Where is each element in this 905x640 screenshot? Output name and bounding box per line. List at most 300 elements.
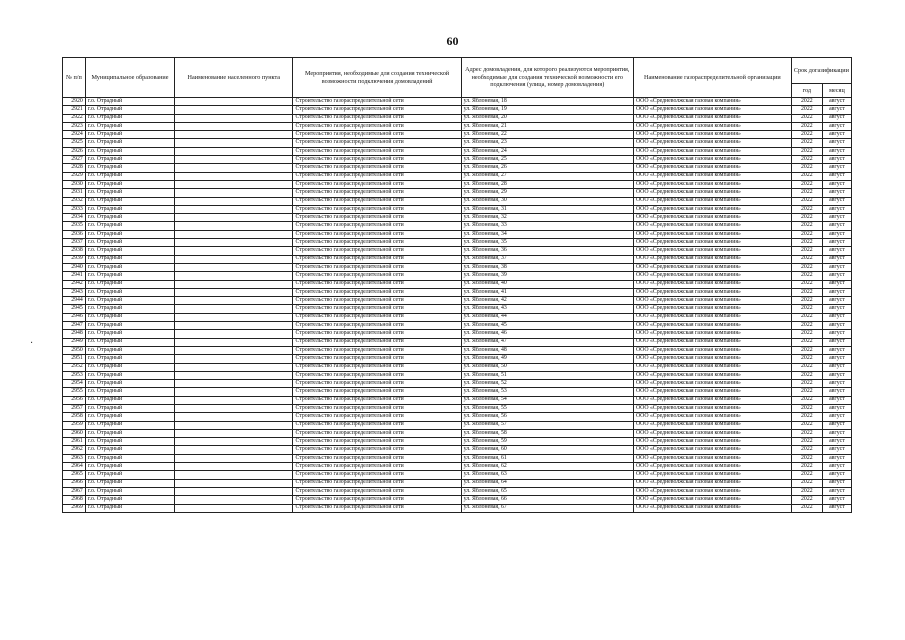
address-house-number: 44 (501, 313, 507, 320)
row-municipality: г.о. Отрадный (85, 496, 174, 504)
row-settlement (175, 496, 293, 504)
row-address: ул. Яблоневая, 45 (461, 322, 633, 330)
row-number: 2951 (63, 355, 86, 363)
row-measure: Строительство газораспределительной сети (293, 454, 461, 462)
row-settlement (175, 247, 293, 255)
row-year: 2022 (791, 139, 822, 147)
row-year: 2022 (791, 230, 822, 238)
address-house-number: 47 (501, 338, 507, 345)
row-organization: ООО «Средневолжская газовая компания» (633, 230, 791, 238)
row-month: август (822, 114, 851, 122)
row-measure: Строительство газораспределительной сети (293, 504, 461, 512)
row-year: 2022 (791, 280, 822, 288)
row-settlement (175, 322, 293, 330)
row-number: 2960 (63, 429, 86, 437)
row-settlement (175, 122, 293, 130)
row-address: ул. Яблоневая, 61 (461, 454, 633, 462)
address-street: ул. Яблоневая (463, 114, 499, 121)
table-row (63, 338, 852, 346)
row-settlement (175, 222, 293, 230)
header-org: Наименование газораспределительной организации (633, 58, 791, 98)
address-street: ул. Яблоневая (463, 363, 499, 370)
row-measure: Строительство газораспределительной сети (293, 371, 461, 379)
row-organization: ООО «Средневолжская газовая компания» (633, 446, 791, 454)
row-month: август (822, 139, 851, 147)
row-measure: Строительство газораспределительной сети (293, 214, 461, 222)
table-row (63, 388, 852, 396)
row-measure: Строительство газораспределительной сети (293, 139, 461, 147)
row-year: 2022 (791, 479, 822, 487)
table-row (63, 272, 852, 280)
address-house-number: 32 (501, 213, 507, 220)
row-number: 2952 (63, 363, 86, 371)
row-number: 2937 (63, 239, 86, 247)
table-row (63, 197, 852, 205)
address-house-number: 65 (501, 487, 507, 494)
row-address: ул. Яблоневая, 39 (461, 272, 633, 280)
row-month: август (822, 305, 851, 313)
table-row (63, 330, 852, 338)
row-organization: ООО «Средневолжская газовая компания» (633, 131, 791, 139)
table-row (63, 313, 852, 321)
row-month: август (822, 122, 851, 130)
row-measure: Строительство газораспределительной сети (293, 263, 461, 271)
address-house-number: 41 (501, 288, 507, 295)
row-organization: ООО «Средневолжская газовая компания» (633, 255, 791, 263)
table-row (63, 355, 852, 363)
row-municipality: г.о. Отрадный (85, 255, 174, 263)
row-year: 2022 (791, 114, 822, 122)
row-number: 2958 (63, 413, 86, 421)
row-number: 2946 (63, 313, 86, 321)
row-month: август (822, 429, 851, 437)
row-year: 2022 (791, 305, 822, 313)
address-street: ул. Яблоневая (463, 305, 499, 312)
table-row (63, 164, 852, 172)
row-number: 2924 (63, 131, 86, 139)
row-organization: ООО «Средневолжская газовая компания» (633, 288, 791, 296)
row-address: ул. Яблоневая, 55 (461, 404, 633, 412)
row-municipality: г.о. Отрадный (85, 122, 174, 130)
address-street: ул. Яблоневая (463, 346, 499, 353)
address-street: ул. Яблоневая (463, 429, 499, 436)
row-settlement (175, 438, 293, 446)
row-settlement (175, 172, 293, 180)
row-organization: ООО «Средневолжская газовая компания» (633, 263, 791, 271)
row-month: август (822, 446, 851, 454)
row-year: 2022 (791, 322, 822, 330)
address-house-number: 28 (501, 180, 507, 187)
row-municipality: г.о. Отрадный (85, 172, 174, 180)
address-house-number: 22 (501, 130, 507, 137)
row-month: август (822, 454, 851, 462)
row-settlement (175, 114, 293, 122)
address-street: ул. Яблоневая (463, 205, 499, 212)
row-organization: ООО «Средневолжская газовая компания» (633, 272, 791, 280)
row-settlement (175, 313, 293, 321)
row-address: ул. Яблоневая, 21 (461, 122, 633, 130)
row-year: 2022 (791, 156, 822, 164)
row-measure: Строительство газораспределительной сети (293, 255, 461, 263)
row-address: ул. Яблоневая, 19 (461, 106, 633, 114)
row-settlement (175, 504, 293, 512)
address-house-number: 21 (501, 122, 507, 129)
row-year: 2022 (791, 363, 822, 371)
row-settlement (175, 380, 293, 388)
row-organization: ООО «Средневолжская газовая компания» (633, 139, 791, 147)
row-number: 2943 (63, 288, 86, 296)
header-settlement: Наименование населенного пункта (175, 58, 293, 98)
row-municipality: г.о. Отрадный (85, 197, 174, 205)
row-address: ул. Яблоневая, 36 (461, 247, 633, 255)
row-address: ул. Яблоневая, 26 (461, 164, 633, 172)
table-row (63, 371, 852, 379)
row-number: 2962 (63, 446, 86, 454)
address-house-number: 33 (501, 222, 507, 229)
address-house-number: 52 (501, 379, 507, 386)
address-street: ул. Яблоневая (463, 479, 499, 486)
row-address: ул. Яблоневая, 24 (461, 147, 633, 155)
row-month: август (822, 280, 851, 288)
row-municipality: г.о. Отрадный (85, 156, 174, 164)
row-address: ул. Яблоневая, 58 (461, 429, 633, 437)
row-month: август (822, 239, 851, 247)
table-row (63, 404, 852, 412)
row-number: 2966 (63, 479, 86, 487)
row-settlement (175, 139, 293, 147)
row-number: 2957 (63, 404, 86, 412)
row-number: 2948 (63, 330, 86, 338)
address-street: ул. Яблоневая (463, 238, 499, 245)
address-house-number: 20 (501, 114, 507, 121)
row-year: 2022 (791, 355, 822, 363)
address-street: ул. Яблоневая (463, 338, 499, 345)
row-address: ул. Яблоневая, 23 (461, 139, 633, 147)
row-address: ул. Яблоневая, 20 (461, 114, 633, 122)
address-street: ул. Яблоневая (463, 413, 499, 420)
address-street: ул. Яблоневая (463, 130, 499, 137)
row-year: 2022 (791, 404, 822, 412)
row-year: 2022 (791, 147, 822, 155)
row-month: август (822, 205, 851, 213)
row-measure: Строительство газораспределительной сети (293, 496, 461, 504)
row-settlement (175, 346, 293, 354)
table-row (63, 98, 852, 106)
row-year: 2022 (791, 197, 822, 205)
row-settlement (175, 330, 293, 338)
address-street: ул. Яблоневая (463, 496, 499, 502)
row-month: август (822, 156, 851, 164)
row-address: ул. Яблоневая, 18 (461, 98, 633, 106)
row-number: 2934 (63, 214, 86, 222)
row-organization: ООО «Средневолжская газовая компания» (633, 106, 791, 114)
address-street: ул. Яблоневая (463, 197, 499, 204)
row-address: ул. Яблоневая, 53 (461, 388, 633, 396)
address-street: ул. Яблоневая (463, 288, 499, 295)
row-organization: ООО «Средневолжская газовая компания» (633, 413, 791, 421)
table-row (63, 429, 852, 437)
row-measure: Строительство газораспределительной сети (293, 131, 461, 139)
row-municipality: г.о. Отрадный (85, 463, 174, 471)
row-organization: ООО «Средневолжская газовая компания» (633, 421, 791, 429)
row-organization: ООО «Средневолжская газовая компания» (633, 147, 791, 155)
row-organization: ООО «Средневолжская газовая компания» (633, 322, 791, 330)
address-house-number: 67 (501, 504, 507, 511)
row-year: 2022 (791, 214, 822, 222)
address-street: ул. Яблоневая (463, 106, 499, 113)
address-street: ул. Яблоневая (463, 404, 499, 411)
table-row (63, 479, 852, 487)
address-street: ул. Яблоневая (463, 155, 499, 162)
table-row (63, 214, 852, 222)
row-settlement (175, 297, 293, 305)
row-number: 2927 (63, 156, 86, 164)
address-house-number: 43 (501, 305, 507, 312)
header-municipality: Муниципальное образование (85, 58, 174, 98)
row-number: 2936 (63, 230, 86, 238)
address-street: ул. Яблоневая (463, 247, 499, 254)
address-house-number: 59 (501, 437, 507, 444)
row-year: 2022 (791, 263, 822, 271)
address-street: ул. Яблоневая (463, 321, 499, 328)
row-measure: Строительство газораспределительной сети (293, 471, 461, 479)
row-month: август (822, 297, 851, 305)
row-address: ул. Яблоневая, 33 (461, 222, 633, 230)
row-number: 2947 (63, 322, 86, 330)
row-measure: Строительство газораспределительной сети (293, 463, 461, 471)
table-body (63, 98, 852, 513)
row-address: ул. Яблоневая, 60 (461, 446, 633, 454)
row-municipality: г.о. Отрадный (85, 263, 174, 271)
address-street: ул. Яблоневая (463, 180, 499, 187)
address-house-number: 42 (501, 296, 507, 303)
row-measure: Строительство газораспределительной сети (293, 189, 461, 197)
row-year: 2022 (791, 463, 822, 471)
header-term: Срок догазификации (791, 58, 851, 84)
table-row (63, 363, 852, 371)
row-month: август (822, 98, 851, 106)
row-measure: Строительство газораспределительной сети (293, 404, 461, 412)
table-row (63, 230, 852, 238)
row-measure: Строительство газораспределительной сети (293, 363, 461, 371)
row-number: 2926 (63, 147, 86, 155)
row-year: 2022 (791, 471, 822, 479)
address-house-number: 63 (501, 471, 507, 478)
row-measure: Строительство газораспределительной сети (293, 429, 461, 437)
row-number: 2955 (63, 388, 86, 396)
row-number: 2941 (63, 272, 86, 280)
table-row (63, 255, 852, 263)
row-address: ул. Яблоневая, 66 (461, 496, 633, 504)
address-house-number: 19 (501, 106, 507, 113)
row-address: ул. Яблоневая, 22 (461, 131, 633, 139)
gasification-table (62, 57, 852, 513)
address-house-number: 54 (501, 396, 507, 403)
row-address: ул. Яблоневая, 32 (461, 214, 633, 222)
row-measure: Строительство газораспределительной сети (293, 297, 461, 305)
row-measure: Строительство газораспределительной сети (293, 98, 461, 106)
row-number: 2923 (63, 122, 86, 130)
table-row (63, 413, 852, 421)
row-year: 2022 (791, 98, 822, 106)
row-address: ул. Яблоневая, 64 (461, 479, 633, 487)
row-measure: Строительство газораспределительной сети (293, 421, 461, 429)
row-year: 2022 (791, 131, 822, 139)
address-house-number: 60 (501, 446, 507, 453)
row-measure: Строительство газораспределительной сети (293, 197, 461, 205)
row-municipality: г.о. Отрадный (85, 421, 174, 429)
row-settlement (175, 404, 293, 412)
row-measure: Строительство газораспределительной сети (293, 479, 461, 487)
row-organization: ООО «Средневолжская газовая компания» (633, 98, 791, 106)
row-number: 2938 (63, 247, 86, 255)
row-number: 2959 (63, 421, 86, 429)
row-address: ул. Яблоневая, 49 (461, 355, 633, 363)
row-month: август (822, 421, 851, 429)
header-address: Адрес домовладения, для которого реализуются мероприятия, необходимые для создания технической возможности его подключения (улица, номер домовладения) (461, 58, 633, 98)
row-municipality: г.о. Отрадный (85, 471, 174, 479)
table-row (63, 322, 852, 330)
row-address: ул. Яблоневая, 44 (461, 313, 633, 321)
row-organization: ООО «Средневолжская газовая компания» (633, 280, 791, 288)
row-settlement (175, 280, 293, 288)
address-house-number: 34 (501, 230, 507, 237)
header-num: № п/п (63, 58, 86, 98)
row-municipality: г.о. Отрадный (85, 322, 174, 330)
row-measure: Строительство газораспределительной сети (293, 222, 461, 230)
row-municipality: г.о. Отрадный (85, 487, 174, 495)
address-house-number: 27 (501, 172, 507, 179)
row-municipality: г.о. Отрадный (85, 230, 174, 238)
row-address: ул. Яблоневая, 47 (461, 338, 633, 346)
row-measure: Строительство газораспределительной сети (293, 205, 461, 213)
row-municipality: г.о. Отрадный (85, 164, 174, 172)
address-street: ул. Яблоневая (463, 462, 499, 469)
row-number: 2968 (63, 496, 86, 504)
row-measure: Строительство газораспределительной сети (293, 446, 461, 454)
row-settlement (175, 180, 293, 188)
row-settlement (175, 413, 293, 421)
table-row (63, 131, 852, 139)
table-row (63, 396, 852, 404)
row-number: 2961 (63, 438, 86, 446)
row-number: 2928 (63, 164, 86, 172)
table-row (63, 139, 852, 147)
row-settlement (175, 263, 293, 271)
row-month: август (822, 338, 851, 346)
row-address: ул. Яблоневая, 43 (461, 305, 633, 313)
row-organization: ООО «Средневолжская газовая компания» (633, 355, 791, 363)
row-year: 2022 (791, 222, 822, 230)
row-measure: Строительство газораспределительной сети (293, 180, 461, 188)
row-year: 2022 (791, 272, 822, 280)
address-house-number: 50 (501, 363, 507, 370)
row-measure: Строительство газораспределительной сети (293, 487, 461, 495)
row-municipality: г.о. Отрадный (85, 98, 174, 106)
row-address: ул. Яблоневая, 50 (461, 363, 633, 371)
row-number: 2954 (63, 380, 86, 388)
table-row (63, 239, 852, 247)
row-month: август (822, 222, 851, 230)
table-row (63, 189, 852, 197)
row-number: 2929 (63, 172, 86, 180)
row-measure: Строительство газораспределительной сети (293, 438, 461, 446)
row-organization: ООО «Средневолжская газовая компания» (633, 172, 791, 180)
table-row (63, 180, 852, 188)
row-settlement (175, 371, 293, 379)
row-municipality: г.о. Отрадный (85, 114, 174, 122)
row-measure: Строительство газораспределительной сети (293, 338, 461, 346)
table-row (63, 263, 852, 271)
address-house-number: 18 (501, 97, 507, 104)
row-organization: ООО «Средневолжская газовая компания» (633, 429, 791, 437)
row-address: ул. Яблоневая, 46 (461, 330, 633, 338)
row-organization: ООО «Средневолжская газовая компания» (633, 313, 791, 321)
row-municipality: г.о. Отрадный (85, 106, 174, 114)
row-municipality: г.о. Отрадный (85, 371, 174, 379)
row-year: 2022 (791, 247, 822, 255)
row-organization: ООО «Средневолжская газовая компания» (633, 222, 791, 230)
address-street: ул. Яблоневая (463, 487, 499, 494)
address-street: ул. Яблоневая (463, 222, 499, 229)
row-address: ул. Яблоневая, 27 (461, 172, 633, 180)
address-house-number: 40 (501, 280, 507, 287)
row-year: 2022 (791, 297, 822, 305)
row-measure: Строительство газораспределительной сети (293, 305, 461, 313)
row-measure: Строительство газораспределительной сети (293, 156, 461, 164)
row-number: 2964 (63, 463, 86, 471)
row-organization: ООО «Средневолжская газовая компания» (633, 454, 791, 462)
row-year: 2022 (791, 106, 822, 114)
row-year: 2022 (791, 172, 822, 180)
row-municipality: г.о. Отрадный (85, 131, 174, 139)
row-municipality: г.о. Отрадный (85, 388, 174, 396)
row-municipality: г.о. Отрадный (85, 180, 174, 188)
row-municipality: г.о. Отрадный (85, 313, 174, 321)
row-month: август (822, 479, 851, 487)
address-street: ул. Яблоневая (463, 122, 499, 129)
address-house-number: 24 (501, 147, 507, 154)
row-month: август (822, 197, 851, 205)
row-year: 2022 (791, 438, 822, 446)
address-house-number: 25 (501, 155, 507, 162)
row-organization: ООО «Средневолжская газовая компания» (633, 164, 791, 172)
row-organization: ООО «Средневолжская газовая компания» (633, 371, 791, 379)
row-number: 2940 (63, 263, 86, 271)
row-measure: Строительство газораспределительной сети (293, 114, 461, 122)
row-number: 2956 (63, 396, 86, 404)
row-address: ул. Яблоневая, 54 (461, 396, 633, 404)
row-measure: Строительство газораспределительной сети (293, 330, 461, 338)
row-year: 2022 (791, 239, 822, 247)
address-house-number: 66 (501, 496, 507, 502)
row-number: 2963 (63, 454, 86, 462)
table-row (63, 305, 852, 313)
row-organization: ООО «Средневолжская газовая компания» (633, 156, 791, 164)
header-year: год (791, 84, 822, 98)
row-organization: ООО «Средневолжская газовая компания» (633, 239, 791, 247)
row-settlement (175, 355, 293, 363)
row-measure: Строительство газораспределительной сети (293, 122, 461, 130)
row-measure: Строительство газораспределительной сети (293, 172, 461, 180)
row-month: август (822, 180, 851, 188)
margin-mark: · (30, 338, 34, 349)
row-municipality: г.о. Отрадный (85, 479, 174, 487)
table-row (63, 280, 852, 288)
row-month: август (822, 380, 851, 388)
address-house-number: 62 (501, 462, 507, 469)
row-municipality: г.о. Отрадный (85, 338, 174, 346)
